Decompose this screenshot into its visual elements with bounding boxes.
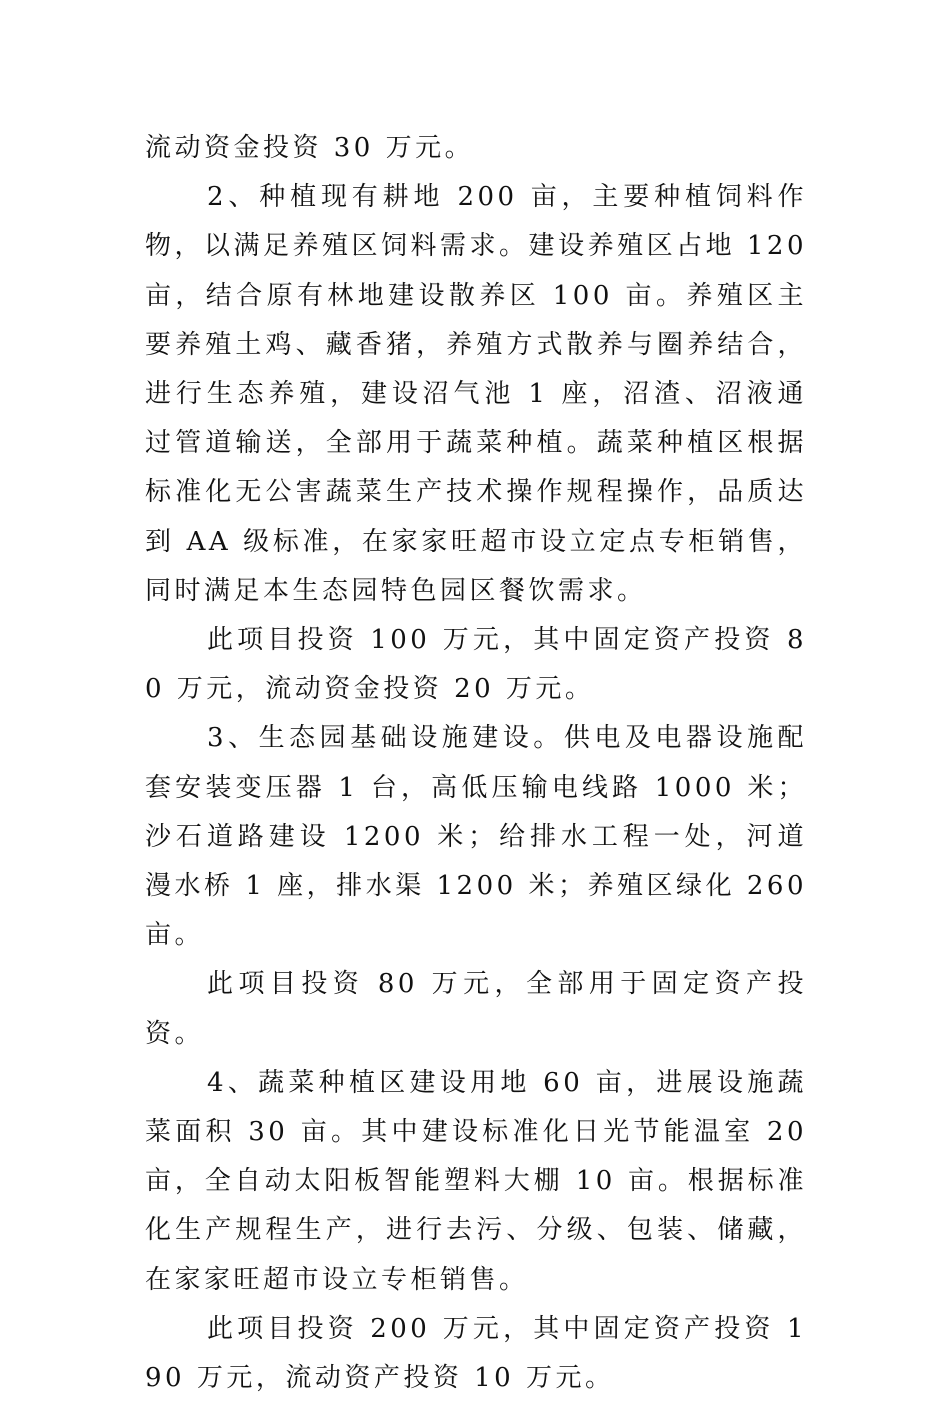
paragraph-7: 此项目投资 200 万元，其中固定资产投资 190 万元，流动资产投资 10 万元。 (145, 1313, 807, 1394)
document-body (145, 124, 807, 1403)
paragraph-6: 4、蔬菜种植区建设用地 60 亩，进展设施蔬菜面积 30 亩。其中建设标准化日光节能温室 20 亩，全自动太阳板智能塑料大棚 10 亩。根据标准化生产规程生产，进行去污、分级、包装、储藏，在家家旺超市设立专柜销售。 (145, 1067, 807, 1295)
paragraph-4: 3、生态园基础设施建设。供电及电器设施配套安装变压器 1 台，高低压输电线路 1000 米；沙石道路建设 1200 米；给排水工程一处，河道漫水桥 1 座，排水渠 1200 米；养殖区绿化 260 亩。 (145, 723, 807, 951)
paragraph-3: 此项目投资 100 万元，其中固定资产投资 80 万元，流动资金投资 20 万元。 (145, 625, 807, 705)
paragraph-2: 2、种植现有耕地 200 亩，主要种植饲料作物，以满足养殖区饲料需求。建设养殖区占地 120 亩，结合原有林地建设散养区 100 亩。养殖区主要养殖土鸡、藏香猪，养殖方式散养与圈养结合，进行生态养殖，建设沼气池 1 座，沼渣、沼液通过管道输送，全部用于蔬菜种植。蔬菜种植区根据标准化无公害蔬菜生产技术操作规程操作，品质达到 AA 级标准，在家家旺超市设立定点专柜销售，同时满足本生态园特色园区餐饮需求。 (145, 182, 807, 606)
paragraph-1: 流动资金投资 30 万元。 (145, 133, 475, 163)
paragraph-5: 此项目投资 80 万元，全部用于固定资产投资。 (145, 969, 807, 1049)
